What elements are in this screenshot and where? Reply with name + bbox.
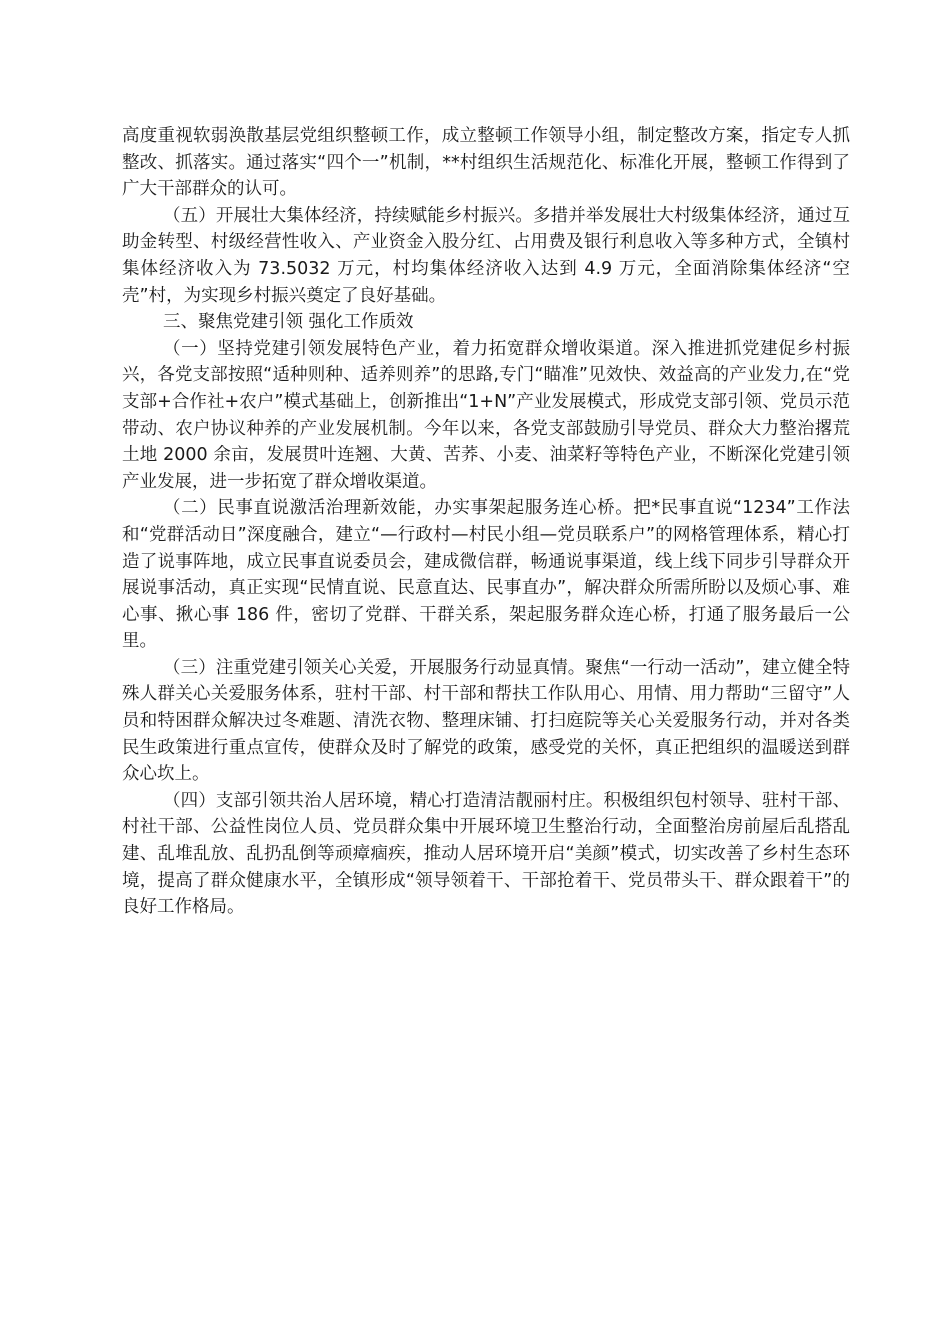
section-heading-three: 三、聚焦党建引领 强化工作质效 (163, 312, 414, 333)
paragraph-living-environment: （四）支部引领共治人居环境，精心打造清洁靓丽村庄。积极组织包村领导、驻村干部、村社干部、公益性岗位人员、党员群众集中开展环境卫生整治行动，全面整治房前屋后乱搭乱建、乱堆乱放、乱扔乱倒等顽瘴痼疾，推动人居环境开启“美颜”模式，切实改善了乡村生态环境，提高了群众健康水平，全镇形成“领导领着干、干部抢着干、党员带头干、群众跟着干”的良好工作格局。 (122, 790, 850, 918)
document-body (122, 123, 850, 921)
paragraph-featured-industry: （一）坚持党建引领发展特色产业，着力拓宽群众增收渠道。深入推进抓党建促乡村振兴，各党支部按照“适种则种、适养则养”的思路,专门“瞄准”见效快、效益高的产业发力,在“党支部+合作社+农户”模式基础上，创新推出“1+N”产业发展模式，形成党支部引领、党员示范带动、农户协议种养的产业发展机制。今年以来，各党支部鼓励引导党员、群众大力整治撂荒土地 2000 余亩，发展贯叶连翘、大黄、苦荞、小麦、油菜籽等特色产业，不断深化党建引领产业发展，进一步拓宽了群众增收渠道。 (122, 338, 850, 492)
paragraph-collective-economy: （五）开展壮大集体经济，持续赋能乡村振兴。多措并举发展壮大村级集体经济，通过互助金转型、村级经营性收入、产业资金入股分红、占用费及银行利息收入等多种方式，全镇村集体经济收入为 73.5032 万元，村均集体经济收入达到 4.9 万元，全面消除集体经济“空壳”村，为实现乡村振兴奠定了良好基础。 (122, 205, 850, 306)
paragraph-civil-affairs: （二）民事直说激活治理新效能，办实事架起服务连心桥。把*民事直说“1234”工作法和“党群活动日”深度融合，建立“—行政村—村民小组—党员联系户”的网格管理体系，精心打造了说事阵地，成立民事直说委员会，建成微信群，畅通说事渠道，线上线下同步引导群众开展说事活动，真正实现“民情直说、民意直达、民事直办”，解决群众所需所盼以及烦心事、难心事、揪心事 186 件，密切了党群、干群关系，架起服务群众连心桥，打通了服务最后一公里。 (122, 498, 850, 652)
paragraph-care-service: （三）注重党建引领关心关爱，开展服务行动显真情。聚焦“一行动一活动”，建立健全特殊人群关心关爱服务体系，驻村干部、村干部和帮扶工作队用心、用情、用力帮助“三留守”人员和特困群众解决过冬难题、清洗衣物、整理床铺、打扫庭院等关心关爱服务行动，并对各类民生政策进行重点宣传，使群众及时了解党的政策，感受党的关怀，真正把组织的温暖送到群众心坎上。 (122, 657, 850, 785)
paragraph-continuation: 高度重视软弱涣散基层党组织整顿工作，成立整顿工作领导小组，制定整改方案，指定专人抓整改、抓落实。通过落实“四个一”机制，**村组织生活规范化、标准化开展，整顿工作得到了广大干部群众的认可。 (122, 126, 850, 200)
